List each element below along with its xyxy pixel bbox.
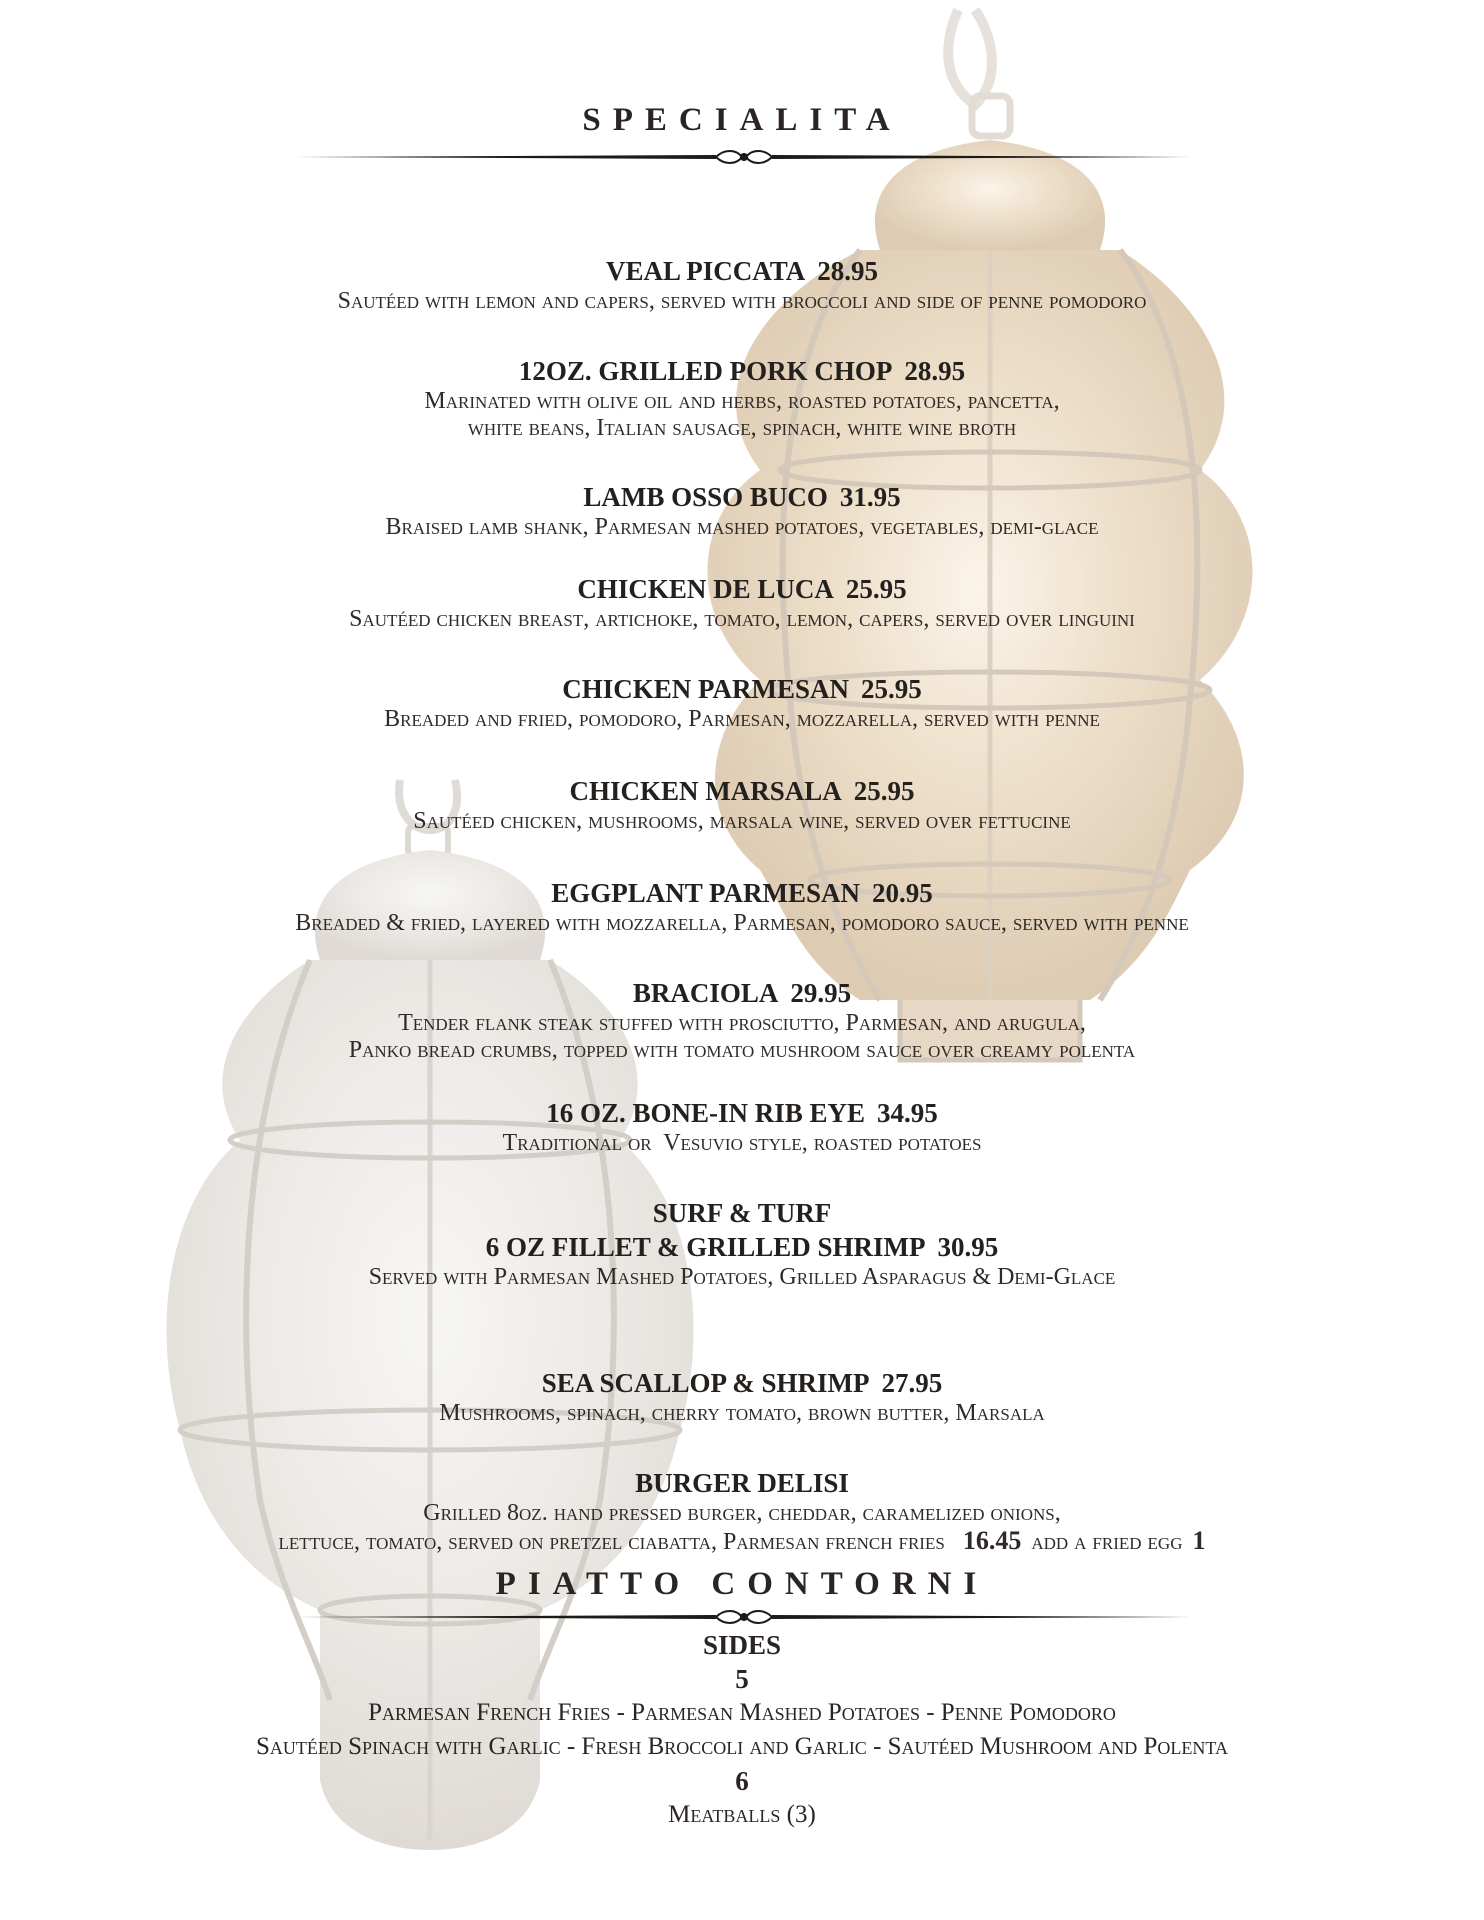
section-title-piatto-contorni: PIATTO CONTORNI (495, 1566, 989, 1602)
menu-item-surf-and-turf (0, 1196, 1484, 1291)
item-description: Breaded and fried, pomodoro, Parmesan, mozzarella, served with penne (384, 706, 1100, 732)
item-name: 16 OZ. BONE-IN RIB EYE (546, 1098, 866, 1128)
item-price: 25.95 (853, 776, 915, 806)
section-title-specialita: SPECIALITA (582, 102, 902, 138)
item-name: CHICKEN MARSALA (569, 776, 842, 806)
sides-list-line: Sautéed Spinach with Garlic - Fresh Broccoli and Garlic - Sautéed Mushroom and Polenta (256, 1733, 1228, 1760)
item-price: 25.95 (845, 574, 907, 604)
item-description: Sautéed chicken breast, artichoke, tomato, lemon, capers, served over linguini (349, 606, 1135, 632)
item-price: 28.95 (817, 256, 879, 286)
item-name: CHICKEN PARMESAN (562, 674, 849, 704)
item-price: 16.45 (962, 1526, 1022, 1555)
item-name: CHICKEN DE LUCA (577, 574, 834, 604)
item-price: 29.95 (790, 978, 852, 1008)
item-name: SEA SCALLOP & SHRIMP (541, 1368, 870, 1398)
item-description: white beans, Italian sausage, spinach, white wine broth (467, 415, 1017, 441)
item-price: 34.95 (877, 1098, 938, 1128)
item-description: lettuce, tomato, served on pretzel ciabatta, Parmesan french fries (278, 1529, 945, 1555)
sides-title: SIDES (702, 1630, 782, 1660)
ornamental-divider (296, 146, 1192, 168)
item-name: 12OZ. GRILLED PORK CHOP (518, 356, 893, 386)
menu-item-burger-delisi (0, 1466, 1484, 1556)
menu-item-chicken-marsala (0, 774, 1484, 835)
item-name: BRACIOLA (632, 978, 779, 1008)
menu-item-braciola (0, 976, 1484, 1064)
sides-group-price: 6 (735, 1766, 749, 1796)
item-name: VEAL PICCATA (605, 256, 806, 286)
menu-item-lamb-osso-buco (0, 480, 1484, 541)
item-name: LAMB OSSO BUCO (583, 482, 828, 512)
menu-item-rib-eye (0, 1096, 1484, 1157)
item-name: 6 OZ FILLET & GRILLED SHRIMP (485, 1232, 926, 1262)
item-price: 30.95 (937, 1232, 999, 1262)
menu-item-eggplant-parmesan (0, 876, 1484, 937)
item-addon-price: 1 (1192, 1526, 1206, 1555)
menu-item-pork-chop (0, 354, 1484, 442)
item-price: 27.95 (881, 1368, 943, 1398)
item-name: BURGER DELISI (635, 1468, 849, 1498)
item-description: Breaded & fried, layered with mozzarella, Parmesan, pomodoro sauce, served with penne (295, 910, 1189, 936)
item-addon-label: add a fried egg (1031, 1529, 1183, 1555)
menu-item-veal-piccata (0, 254, 1484, 315)
item-name-heading: SURF & TURF (652, 1198, 832, 1228)
item-description: Panko bread crumbs, topped with tomato mushroom sauce over creamy polenta (348, 1037, 1136, 1063)
sides-list-line: Meatballs (3) (668, 1801, 816, 1828)
sides-list-line: Parmesan French Fries - Parmesan Mashed Potatoes - Penne Pomodoro (368, 1699, 1116, 1726)
menu-item-sea-scallop-shrimp (0, 1366, 1484, 1427)
item-description: Mushrooms, spinach, cherry tomato, brown butter, Marsala (439, 1400, 1045, 1426)
menu-item-chicken-parmesan (0, 672, 1484, 733)
item-price: 20.95 (872, 878, 933, 908)
item-description: Sautéed with lemon and capers, served with broccoli and side of penne pomodoro (337, 288, 1147, 314)
item-description: Sautéed chicken, mushrooms, marsala wine, served over fettucine (413, 808, 1071, 834)
item-description: Marinated with olive oil and herbs, roasted potatoes, pancetta, (424, 388, 1060, 414)
item-price: 31.95 (839, 482, 901, 512)
item-price: 28.95 (904, 356, 966, 386)
item-description: Served with Parmesan Mashed Potatoes, Grilled Asparagus & Demi-Glace (368, 1264, 1116, 1290)
item-description: Tender flank steak stuffed with prosciutto, Parmesan, and arugula, (398, 1010, 1086, 1036)
ornamental-divider (296, 1606, 1192, 1628)
sides-section (0, 1628, 1484, 1832)
item-name: EGGPLANT PARMESAN (551, 878, 861, 908)
sides-group-price: 5 (735, 1664, 749, 1694)
menu-item-chicken-de-luca (0, 572, 1484, 633)
item-description: Braised lamb shank, Parmesan mashed potatoes, vegetables, demi-glace (385, 514, 1099, 540)
item-description: Traditional or Vesuvio style, roasted potatoes (502, 1130, 982, 1156)
item-description: Grilled 8oz. hand pressed burger, cheddar, caramelized onions, (423, 1500, 1061, 1526)
item-price: 25.95 (861, 674, 922, 704)
